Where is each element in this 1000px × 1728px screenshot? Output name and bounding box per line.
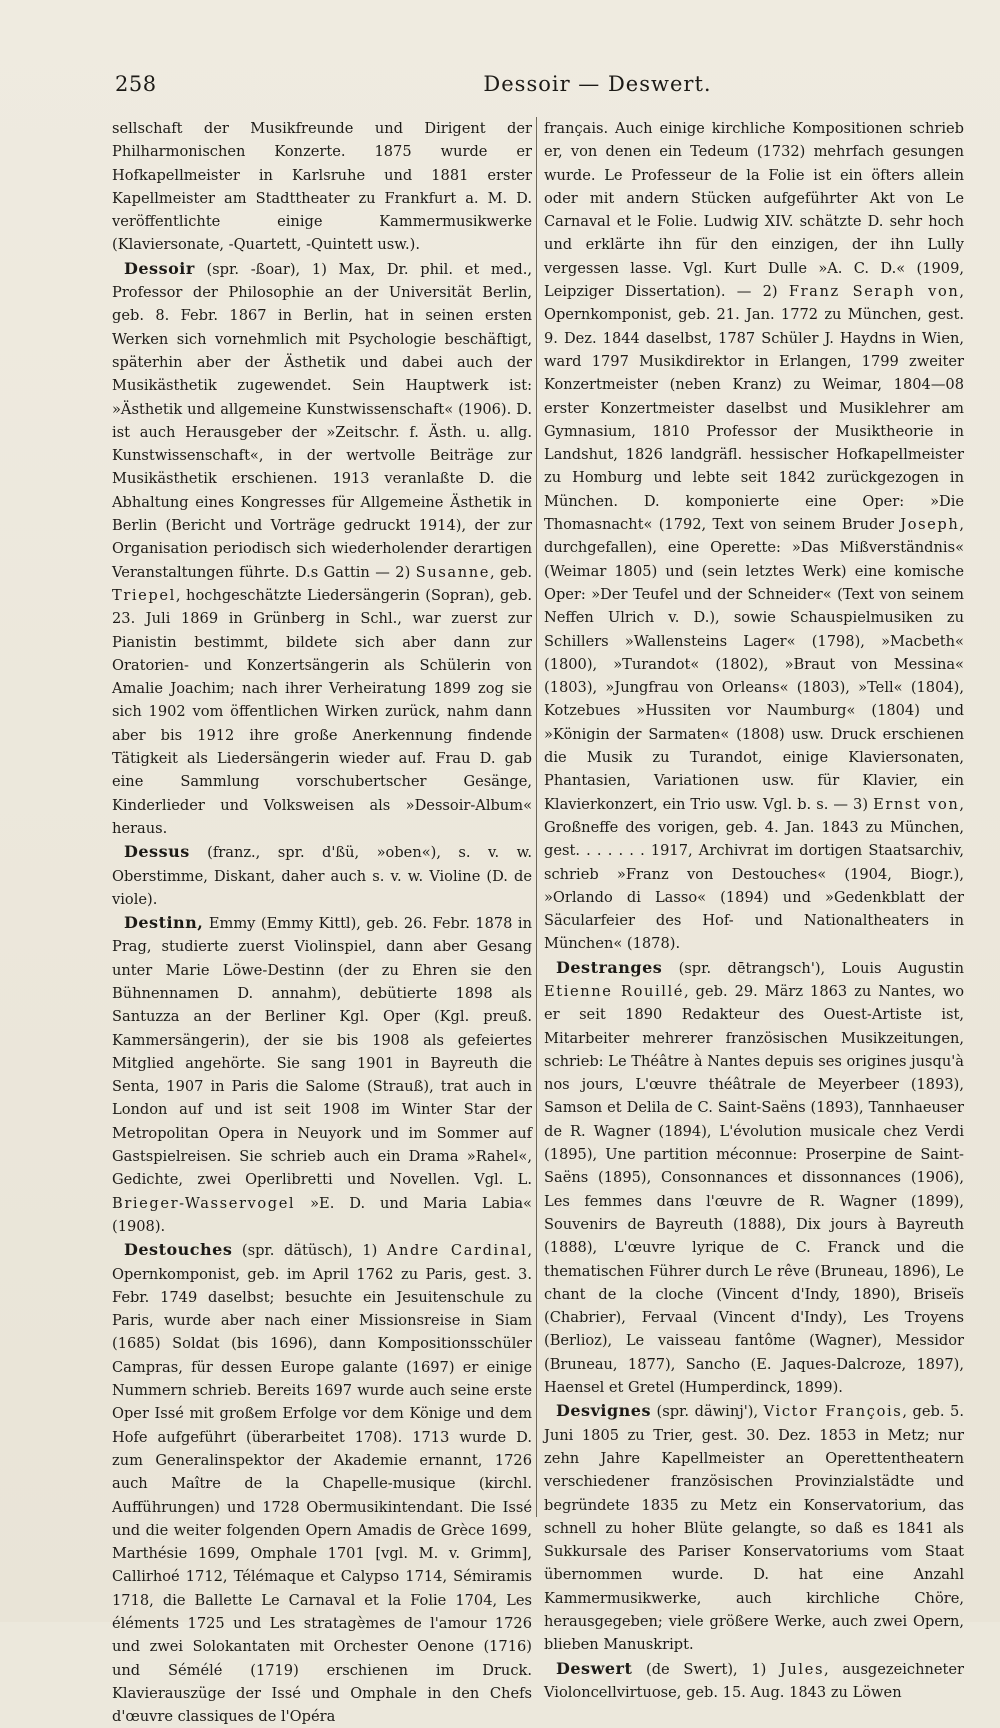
entry-text: (spr. dētrangsch'), Louis Augustin <box>662 959 964 977</box>
left-column <box>112 117 532 1728</box>
entry-text: français. Auch einige kirchliche Kompositionen schrieb er, von denen ein Tedeum (1732) mehrfach gesungen wurde. Le Professeur de la Folie ist ein öfters allein oder mit andern Stücken aufgeführter Akt von Le Carnaval et le Folie. Ludwig XIV. schätzte D. sehr hoch und erklärte ihn für den einzigen, der ihn Lully vergessen lasse. Vgl. Kurt Dulle »A. C. D.« (1909, Leipziger Dissertation). — 2) <box>544 120 964 301</box>
running-title: Dessoir — Deswert. <box>483 72 712 96</box>
entry-desvignes <box>544 1399 964 1656</box>
entry-text: »E. D. und Maria Labia« (1908). <box>112 1194 532 1235</box>
entry-text: Emmy (Emmy Kittl), geb. 26. Febr. 1878 in Prag, studierte zuerst Violinspiel, dann aber Gesang unter Marie Löwe-Destinn (der zu Ehren sie den Bühnennamen D. annahm), debütierte 1898 als Santuzza an der Berliner Kgl. Oper (Kgl. preuß. Kammersängerin), der sie bis 1908 als gefeiertes Mitglied angehörte. Sie sang 1901 in Bayreuth die Senta, 1907 in Paris die Salome (Strauß), trat auch in London auf und ist seit 1908 im Winter Star der Metropolitan Opera in Neuyork und im Sommer auf Gastspielreisen. Sie schrieb auch ein Drama »Rahel«, Gedichte, zwei Operlibretti und Novellen. Vgl. L. <box>112 915 532 1189</box>
spaced-name: Jules <box>779 1660 825 1678</box>
spaced-name: Brieger-Wasservogel <box>112 1194 296 1212</box>
continuation-paragraph <box>544 117 964 956</box>
entry-text: , geb. 5. Juni 1805 zu Trier, gest. 30. Dez. 1853 in Metz; nur zehn Jahre Kapellmeister an Operettentheatern verschiedener französischen Provinzialstädte und begründete 1835 zu Metz ein Konservatorium, das schnell zu hoher Blüte gelangte, so daß es 1841 als Sukkursale des Pariser Konservatoriums vom Staat übernommen wurde. D. hat eine Anzahl Kammermusikwerke, auch kirchliche Chöre, herausgegeben; viele größere Werke, auch zwei Opern, blieben Manuskript. <box>544 1403 964 1654</box>
entry-text: (spr. däwinj'), <box>650 1403 764 1421</box>
spaced-name: Ernst von <box>873 795 960 813</box>
entry-destranges <box>544 956 964 1400</box>
entry-text: (de Swert), 1) <box>632 1660 780 1678</box>
entry-deswert <box>544 1657 964 1705</box>
column-rule <box>536 117 537 1517</box>
headword-dessoir: Dessoir <box>124 258 195 278</box>
entry-text: (spr. -ßoar), 1) Max, Dr. phil. et med., Professor der Philosophie an der Universität Berlin, geb. 8. Febr. 1867 in Berlin, hat in seinen ersten Werken sich vornehmlich mit Psychologie beschäftigt, späterhin aber der Ästhetik und dabei auch der Musikästhetik zugewendet. Sein Hauptwerk ist: »Ästhetik und allgemeine Kunstwissenschaft« (1906). D. ist auch Herausgeber der »Zeitschr. f. Ästh. u. allg. Kunstwissenschaft«, in der wertvolle Beiträge zur Musikästhetik erschienen. 1913 veranlaßte D. die Abhaltung eines Kongresses für Allgemeine Ästhetik in Berlin (Bericht und Vorträge gedruckt 1914), der zur Organisation periodisch sich wiederholender derartigen Veranstaltungen führte. D.s Gattin — 2) <box>112 260 532 581</box>
page-number: 258 <box>115 72 157 96</box>
entry-text: , Opernkomponist, geb. 21. Jan. 1772 zu München, gest. 9. Dez. 1844 daselbst, 1787 Schüler J. Haydns in Wien, ward 1797 Musikdirektor in Erlangen, 1799 zweiter Konzertmeister (neben Kranz) zu Weimar, 1804—08 erster Konzertmeister daselbst und Musiklehrer am Gymnasium, 1810 Professor der Musiktheorie in Landshut, 1826 landgräfl. hessischer Hofkapellmeister zu Homburg und lebte seit 1842 zurückgezogen in München. D. komponierte eine Oper: »Die Thomasnacht« (1792, Text von seinem Bruder <box>544 283 964 534</box>
spaced-name: Triepel <box>112 586 176 604</box>
entry-destinn <box>112 911 532 1238</box>
entry-text: , geb. 29. März 1863 zu Nantes, wo er seit 1890 Redakteur des Ouest-Artiste ist, Mitarbeiter mehrerer französischen Musikzeitungen, schrieb: Le Théâtre à Nantes depuis ses origines jusqu'à nos jours, L'œuvre théâtrale de Meyerbeer (1893), Samson et Delila de C. Saint-Saëns (1893), Tannhaeuser de R. Wagner (1894), L'évolution musicale chez Verdi (1895), Une partition méconnue: Proserpine de Saint-Saëns (1895), Consonnances et dissonnances (1906), Les femmes dans l'œuvre de R. Wagner (1899), Souvenirs de Bayreuth (1888), Dix jours à Bayreuth (1888), L'œuvre lyrique de C. Franck und die thematischen Führer durch Le rêve (Bruneau, 1896), Le chant de la cloche (Vincent d'Indy, 1890), Briseïs (Chabrier), Fervaal (Vincent d'Indy), Les Troyens (Berlioz), Le vaisseau fantôme (Wagner), Messidor (Bruneau, 1877), Sancho (E. Jaques-Dalcroze, 1897), Haensel et Gretel (Humperdinck, 1899). <box>544 982 964 1397</box>
entry-text: , Großneffe des vorigen, geb. 4. Jan. 1843 zu München, gest. . . . . . . 1917, Archivrat im dortigen Staatsarchiv, schrieb »Franz von Destouches« (1904, Biogr.), »Orlando di Lasso« (1894) und »Gedenkblatt der Säcularfeier des Hof- und Nationaltheaters in München« (1878). <box>544 795 964 953</box>
entry-text: , hochgeschätzte Liedersängerin (Sopran), geb. 23. Juli 1869 in Grünberg in Schl., war zuerst zur Pianistin bestimmt, bildete sich aber dann zur Oratorien- und Konzertsängerin als Schülerin von Amalie Joachim; nach ihrer Verheiratung 1899 zog sie sich 1902 vom öffentlichen Wirken zurück, nahm dann aber bis 1912 ihre große Anerkennung findende Tätigkeit als Liedersängerin wieder auf. Frau D. gab eine Sammlung vorschubertscher Gesänge, Kinderlieder und Volksweisen als »Dessoir-Album« heraus. <box>112 586 532 837</box>
headword-desvignes: Desvignes <box>556 1401 651 1421</box>
entry-dessoir <box>112 257 532 840</box>
headword-destinn: Destinn, <box>124 913 204 933</box>
headword-destouches: Destouches <box>124 1240 233 1260</box>
spaced-name: Victor François <box>763 1403 903 1421</box>
entry-dessus <box>112 840 532 911</box>
spaced-name: Etienne Rouillé <box>544 982 685 1000</box>
entry-text: , durchgefallen), eine Operette: »Das Mißverständnis« (Weimar 1805) und (sein letztes Werk) eine komische Oper: »Der Teufel und der Schneider« (Text von seinem Neffen Ulrich v. D.), sowie Schauspielmusiken zu Schillers »Wallensteins Lager« (1798), »Macbeth« (1800), »Turandot« (1802), »Braut von Messina« (1803), »Jungfrau von Orleans« (1803), »Tell« (1804), Kotzebues »Hussiten vor Naumburg« (1804) und »Königin der Sarmaten« (1808) usw. Druck erschienen die Musik zu Turandot, einige Klaviersonaten, Phantasien, Variationen usw. für Klavier, ein Klavierkonzert, ein Trio usw. Vgl. b. s. — 3) <box>544 516 964 813</box>
entry-text: , Opernkomponist, geb. im April 1762 zu Paris, gest. 3. Febr. 1749 daselbst; besuchte ein Jesuitenschule zu Paris, wurde aber nach einer Missionsreise in Siam (1685) Soldat (bis 1696), dann Kompositionsschüler Campras, für dessen Europe galante (1697) er einige Nummern schrieb. Bereits 1697 wurde auch seine erste Oper Issé mit großem Erfolge vor dem Könige und dem Hofe aufgeführt (überarbeitet 1708). 1713 wurde D. zum Generalinspektor der Akademie ernannt, 1726 auch Maître de la Chapelle-musique (kirchl. Aufführungen) und 1728 Obermusikintendant. Die Issé und die weiter folgenden Opern Amadis de Grèce 1699, Marthésie 1699, Omphale 1701 [vgl. M. v. Grimm], Callirhoé 1712, Télémaque et Calypso 1714, Sémiramis 1718, die Ballette Le Carnaval et la Folie 1704, Les éléments 1725 und Les stratagèmes de l'amour 1726 und zwei Solokantaten mit Orchester Oenone (1716) und Sémélé (1719) erschienen im Druck. Klavierauszüge der Issé und Omphale in den Chefs d'œuvre classiques de l'Opéra <box>112 1242 532 1726</box>
entry-text: (franz., spr. d'ßü, »oben«), s. v. w. Oberstimme, Diskant, daher auch s. v. w. Violine (D. de viole). <box>112 844 532 908</box>
right-column <box>544 117 964 1704</box>
headword-destranges: Destranges <box>556 957 663 977</box>
continuation-paragraph: sellschaft der Musikfreunde und Dirigent der Philharmonischen Konzerte. 1875 wurde er Hofkapellmeister in Karlsruhe und 1881 erster Kapellmeister am Stadttheater zu Frankfurt a. M. D. veröffentlichte einige Kammermusikwerke (Klaviersonate, -Quartett, -Quintett usw.). <box>112 120 532 254</box>
entry-text: (spr. dätüsch), 1) <box>232 1242 387 1260</box>
page-header <box>115 72 940 102</box>
spaced-name: Joseph <box>900 516 960 534</box>
spaced-name: Susanne <box>415 563 490 581</box>
headword-dessus: Dessus <box>124 842 190 862</box>
entry-text: , ausgezeichneter Violoncellvirtuose, geb. 15. Aug. 1843 zu Löwen <box>544 1660 964 1701</box>
spaced-name: Franz Seraph von <box>788 283 960 301</box>
spaced-name: Andre Cardinal <box>386 1242 528 1260</box>
entry-destouches <box>112 1238 532 1728</box>
headword-deswert: Deswert <box>556 1658 633 1678</box>
entry-text: , geb. <box>489 563 532 581</box>
